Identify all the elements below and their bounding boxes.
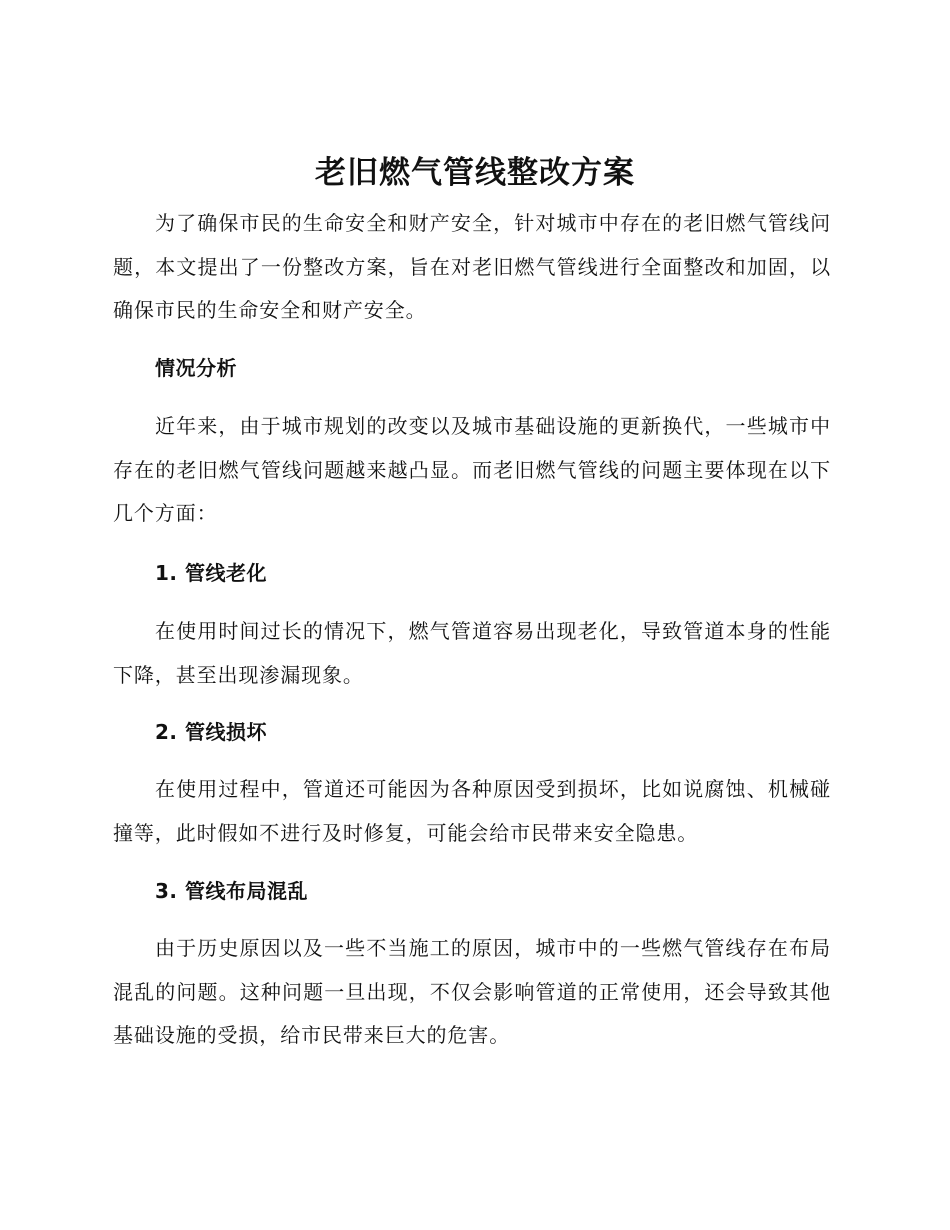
section-paragraph-pipeline-layout: 由于历史原因以及一些不当施工的原因，城市中的一些燃气管线存在布局混乱的问题。这种问题一旦出现，不仅会影响管道的正常使用，还会导致其他基础设施的受损，给市民带来巨大的危害。: [113, 936, 831, 1047]
section-heading-pipeline-layout: 3. 管线布局混乱: [155, 879, 308, 903]
section-heading-pipeline-aging: 1. 管线老化: [155, 561, 267, 585]
section-paragraph-pipeline-aging: 在使用时间过长的情况下，燃气管道容易出现老化，导致管道本身的性能下降，甚至出现渗漏现象。: [113, 619, 831, 687]
document-title: 老旧燃气管线整改方案: [315, 155, 635, 191]
section-paragraph-analysis: 近年来，由于城市规划的改变以及城市基础设施的更新换代，一些城市中存在的老旧燃气管线问题越来越凸显。而老旧燃气管线的问题主要体现在以下几个方面：: [113, 414, 831, 525]
section-heading-pipeline-damage: 2. 管线损坏: [155, 720, 267, 744]
intro-paragraph: 为了确保市民的生命安全和财产安全，针对城市中存在的老旧燃气管线问题，本文提出了一份整改方案，旨在对老旧燃气管线进行全面整改和加固，以确保市民的生命安全和财产安全。: [113, 211, 831, 322]
section-heading-analysis: 情况分析: [155, 356, 237, 380]
section-paragraph-pipeline-damage: 在使用过程中，管道还可能因为各种原因受到损坏，比如说腐蚀、机械碰撞等，此时假如不进行及时修复，可能会给市民带来安全隐患。: [113, 777, 831, 845]
